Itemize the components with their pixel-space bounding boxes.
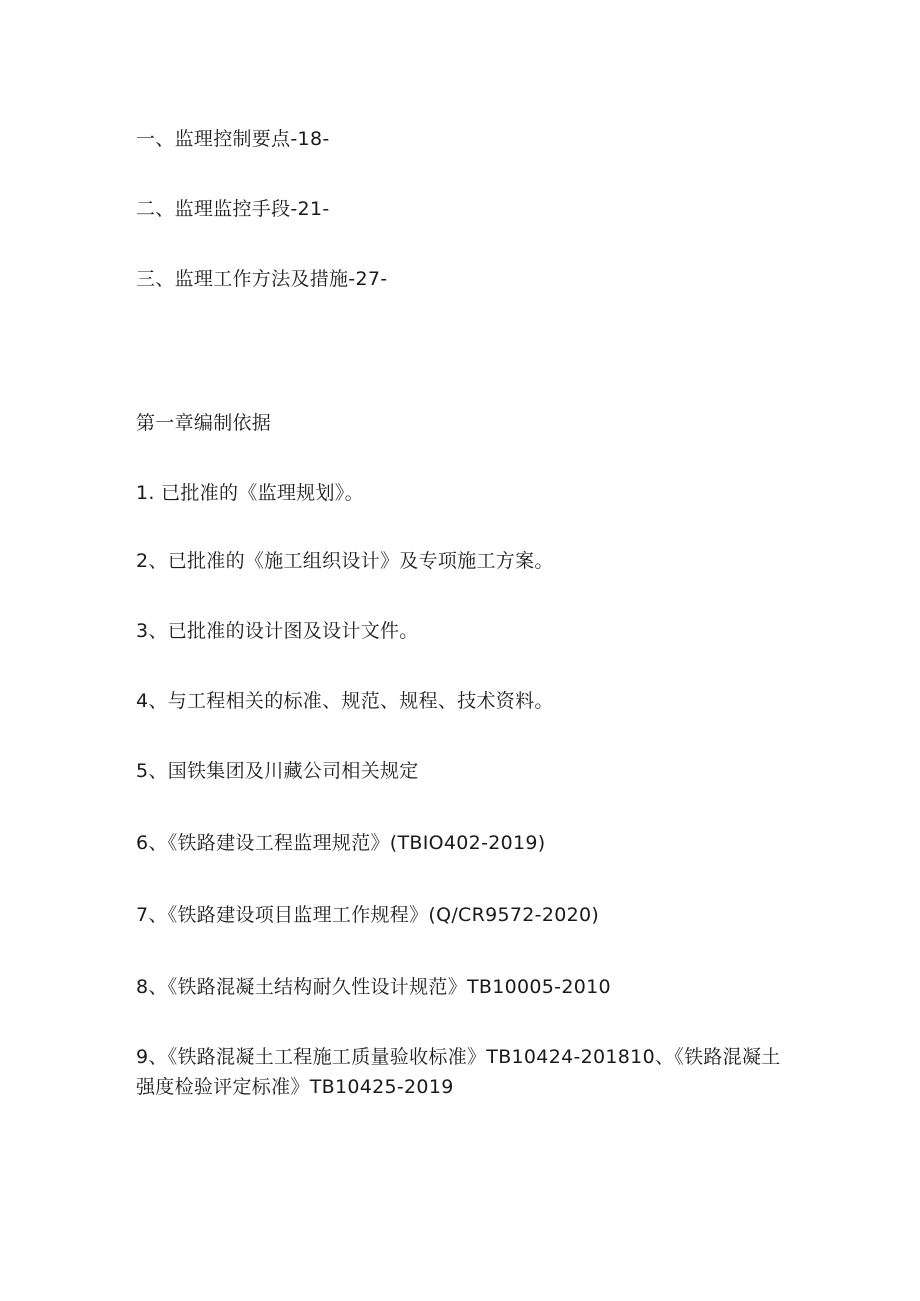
toc-item-3: 三、监理工作方法及措施-27- [136, 268, 388, 290]
basis-item-3: 3、已批准的设计图及设计文件。 [136, 620, 419, 642]
chapter-heading: 第一章编制依据 [136, 412, 272, 434]
basis-item-1: 1. 已批准的《监理规划》。 [136, 482, 364, 504]
basis-item-6: 6、《铁路建设工程监理规范》(TBIO402-2019) [136, 832, 546, 854]
basis-item-9: 9、《铁路混凝土工程施工质量验收标准》TB10424-201810、《铁路混凝土强度检验评定标准》TB10425-2019 [136, 1046, 781, 1098]
basis-item-7: 7、《铁路建设项目监理工作规程》(Q/CR9572-2020) [136, 904, 600, 926]
basis-item-5: 5、国铁集团及川藏公司相关规定 [136, 760, 419, 782]
toc-item-1: 一、监理控制要点-18- [136, 128, 330, 150]
basis-item-4: 4、与工程相关的标准、规范、规程、技术资料。 [136, 690, 554, 712]
basis-item-8: 8、《铁路混凝土结构耐久性设计规范》TB10005-2010 [136, 976, 611, 998]
basis-item-2: 2、已批准的《施工组织设计》及专项施工方案。 [136, 550, 554, 572]
toc-item-2: 二、监理监控手段-21- [136, 198, 330, 220]
